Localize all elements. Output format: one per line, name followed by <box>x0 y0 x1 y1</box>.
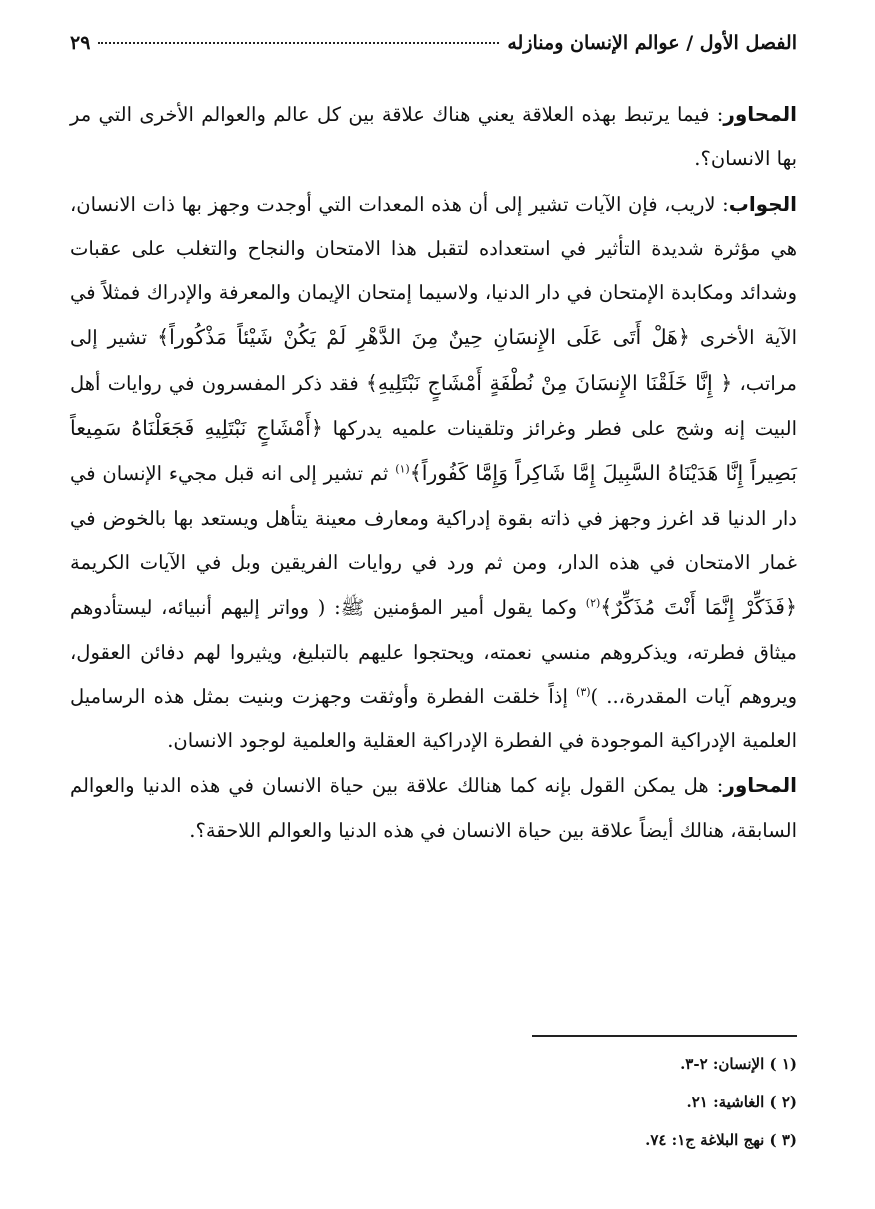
footnotes <box>70 1045 797 1159</box>
paragraph-text: ثم تشير إلى انه قبل مجيء الإنسان في دار الدنيا قد اغرز وجهز في ذاته بقوة إدراكية ومعارف معينة يتأهل ويستعد بها بالخوض في غمار الامتحان في هذه الدار، ومن ثم ورد في روايات الفريقين وبل في الآيات الكريمة <box>70 462 797 574</box>
dotted-leader <box>98 42 499 44</box>
paragraph-question-1 <box>70 92 797 182</box>
footnote-marker: (٣) <box>576 685 591 699</box>
footnote-marker: (١) <box>395 462 410 476</box>
book-page <box>70 0 797 1209</box>
main-text <box>70 92 797 853</box>
paragraph-text: فقد ذكر المفسرون في روايات أهل البيت إنه وشج على فطر وغرائز وتلقينات علميه يدركها <box>70 371 797 441</box>
paragraph-text: وكما يقول أمير المؤمنين ﷺ: ( وواتر إليهم أنبيائه، ليستأدوهم ميثاق فطرته، ويذكروهم منسي نعمته، ويحتجوا عليهم بالتبليغ، ويثيروا لهم دفائن العقول، ويروهم آيات المقدرة،.. ) <box>70 596 798 708</box>
paragraph-answer <box>70 182 797 764</box>
quran-verse: ﴿أَمْشَاجٍ نَبْتَلِيهِ فَجَعَلْنَاهُ سَمِيعاً بَصِيراً إِنَّا هَدَيْنَاهُ السَّبِيلَ إِمَّا شَاكِراً وَإِمَّا كَفُوراً﴾ <box>70 416 798 486</box>
quran-verse: ﴿هَلْ أَتَى عَلَى الإِنسَانِ حِينٌ مِنَ الدَّهْرِ لَمْ يَكُنْ شَيْئاً مَذْكُوراً﴾ <box>157 325 690 350</box>
chapter-title: الفصل الأول / عوالم الإنسان ومنازله <box>507 32 797 54</box>
footnote-separator <box>532 1035 797 1037</box>
paragraph-text: : لاريب، فإن الآيات تشير إلى أن هذه المعدات التي أوجدت وجهز بها ذات الانسان، هي مؤثرة شديدة التأثير في استعداده لتقبل هذا الامتحان والنجاح والتغلب على عقبات وشدائد ومكابدة الإمتحان في دار الدنيا، ولاسيما إمتحان الإيمان والمعرفة والإدراك فمثلاً في الآية الأخرى <box>70 192 797 350</box>
quran-verse: ﴿فَذَكِّرْ إِنَّمَا أَنْتَ مُذَكِّرٌ﴾ <box>600 595 797 620</box>
page-number: ٢٩ <box>70 32 91 54</box>
footnote-item: (١ ) الإنسان: ٢-٣. <box>680 1055 797 1073</box>
speaker-label: الجواب <box>728 191 797 216</box>
speaker-label: المحاور <box>723 102 797 126</box>
speaker-label: المحاور <box>723 773 797 798</box>
footnote-item: (٣ ) نهج البلاغة ج١: ٧٤. <box>645 1131 797 1149</box>
paragraph-text: : هل يمكن القول بإنه كما هنالك علاقة بين حياة الانسان في هذه الدنيا والعوالم السابقة، هنالك أيضاً علاقة بين حياة الانسان في هذه الدنيا والعوالم اللاحقة؟. <box>70 774 797 842</box>
paragraph-text: إذاً خلقت الفطرة وأوثقت وجهزت وبنيت بمثل هذه الرساميل العلمية الإدراكية الموجودة في الفطرة الإدراكية العقلية والعلمية لوجود الانسان. <box>70 684 797 753</box>
paragraph-text: : فيما يرتبط بهذه العلاقة يعني هناك علاقة بين كل عالم والعوالم الأخرى التي مر بها الانسان؟. <box>70 103 797 171</box>
footnote-item: (٢ ) الغاشية: ٢١. <box>686 1093 797 1111</box>
footnote-marker: (٢) <box>585 596 601 610</box>
running-header <box>70 32 797 68</box>
paragraph-text: تشير إلى مراتب، <box>70 326 797 395</box>
paragraph-question-2 <box>70 763 797 853</box>
quran-verse: ﴿ إِنَّا خَلَقْنَا الإِنسَانَ مِنْ نُطْفَةٍ أَمْشَاجٍ نَبْتَلِيهِ﴾ <box>365 370 733 395</box>
